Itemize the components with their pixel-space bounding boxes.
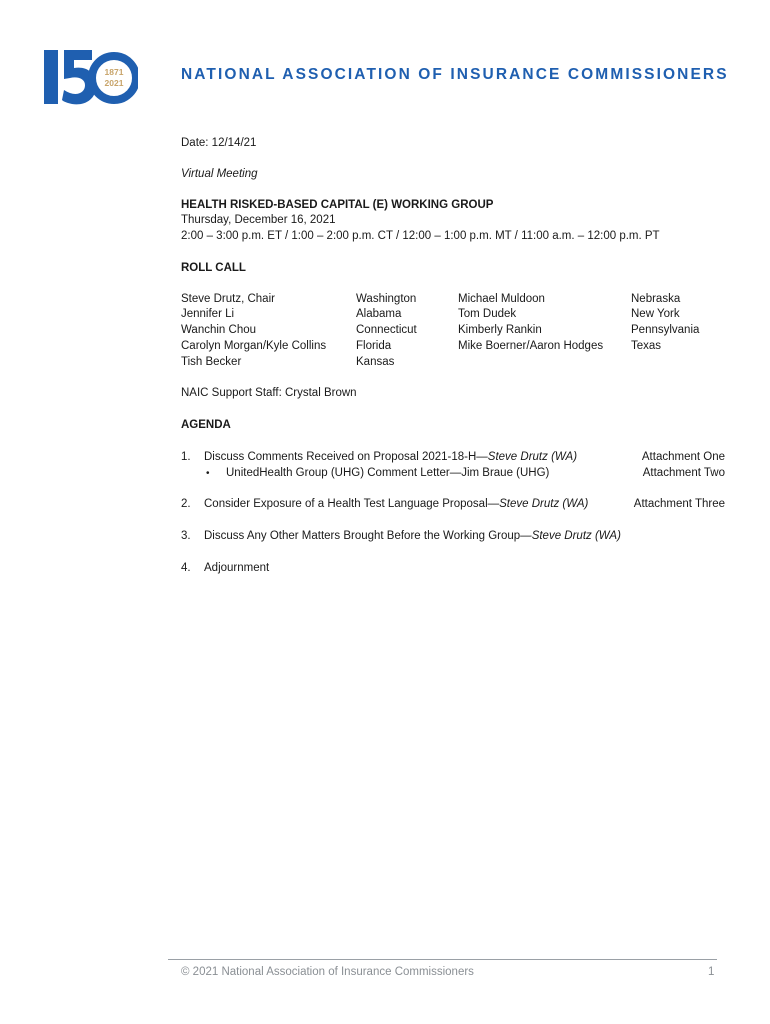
org-name: NATIONAL ASSOCIATION OF INSURANCE COMMISSIONERS — [181, 66, 729, 83]
agenda-attachment: Attachment Two — [642, 467, 725, 479]
member-state: Connecticut — [356, 324, 417, 336]
meeting-time: 2:00 – 3:00 p.m. ET / 1:00 – 2:00 p.m. CT / 12:00 – 1:00 p.m. MT / 11:00 a.m. – 12:00 p.m. PT — [181, 230, 660, 242]
member-state: Kansas — [356, 356, 395, 368]
agenda-item-text: Adjournment — [204, 562, 270, 574]
agenda-item-number: 2. — [181, 498, 191, 510]
member-name: Kimberly Rankin — [458, 324, 542, 336]
member-state: Florida — [356, 340, 392, 352]
naic-150-logo — [42, 44, 138, 108]
footer-copyright: © 2021 National Association of Insurance Commissioners — [181, 966, 474, 978]
member-state: Pennsylvania — [631, 324, 700, 336]
agenda-heading: AGENDA — [181, 419, 231, 431]
member-name: Tish Becker — [181, 356, 242, 368]
member-state: Washington — [356, 293, 417, 305]
member-name: Tom Dudek — [458, 308, 517, 320]
member-name: Carolyn Morgan/Kyle Collins — [181, 340, 327, 352]
agenda-item-number: 3. — [181, 530, 191, 542]
member-state: Alabama — [356, 308, 402, 320]
agenda-item-number: 4. — [181, 562, 191, 574]
meeting-day: Thursday, December 16, 2021 — [181, 214, 336, 226]
meeting-date-label: Date: 12/14/21 — [181, 137, 257, 149]
agenda-item-text: Discuss Comments Received on Proposal 2021-18-H—Steve Drutz (WA) — [204, 451, 578, 463]
agenda-presenter: Steve Drutz (WA) — [487, 451, 578, 463]
member-name: Wanchin Chou — [181, 324, 257, 336]
member-state: Texas — [631, 340, 662, 352]
agenda-subitem-text: UnitedHealth Group (UHG) Comment Letter—Jim Braue (UHG) — [226, 467, 550, 479]
member-name: Mike Boerner/Aaron Hodges — [458, 340, 604, 352]
member-name: Jennifer Li — [181, 308, 235, 320]
group-title: HEALTH RISKED-BASED CAPITAL (E) WORKING GROUP — [181, 199, 494, 211]
agenda-presenter: Steve Drutz (WA) — [499, 498, 589, 510]
agenda-presenter: Steve Drutz (WA) — [531, 530, 621, 542]
member-state: Nebraska — [631, 293, 681, 305]
agenda-attachment: Attachment One — [641, 451, 725, 463]
logo-year-start: 1871 — [104, 67, 124, 77]
meeting-type: Virtual Meeting — [181, 168, 258, 180]
support-staff: NAIC Support Staff: Crystal Brown — [181, 387, 357, 399]
page-number: 1 — [708, 966, 715, 978]
agenda-item-text: Consider Exposure of a Health Test Language Proposal—Steve Drutz (WA) — [204, 498, 589, 510]
member-name: Michael Muldoon — [458, 293, 545, 305]
roll-call-heading: ROLL CALL — [181, 262, 246, 274]
agenda-item-number: 1. — [181, 451, 191, 463]
bullet-icon: • — [206, 468, 210, 479]
agenda-item-text: Discuss Any Other Matters Brought Before the Working Group—Steve Drutz (WA) — [204, 530, 621, 542]
agenda-attachment: Attachment Three — [633, 498, 725, 510]
footer-divider — [168, 959, 717, 960]
member-state: New York — [631, 308, 680, 320]
logo-year-end: 2021 — [104, 78, 124, 88]
member-name: Steve Drutz, Chair — [181, 293, 275, 305]
